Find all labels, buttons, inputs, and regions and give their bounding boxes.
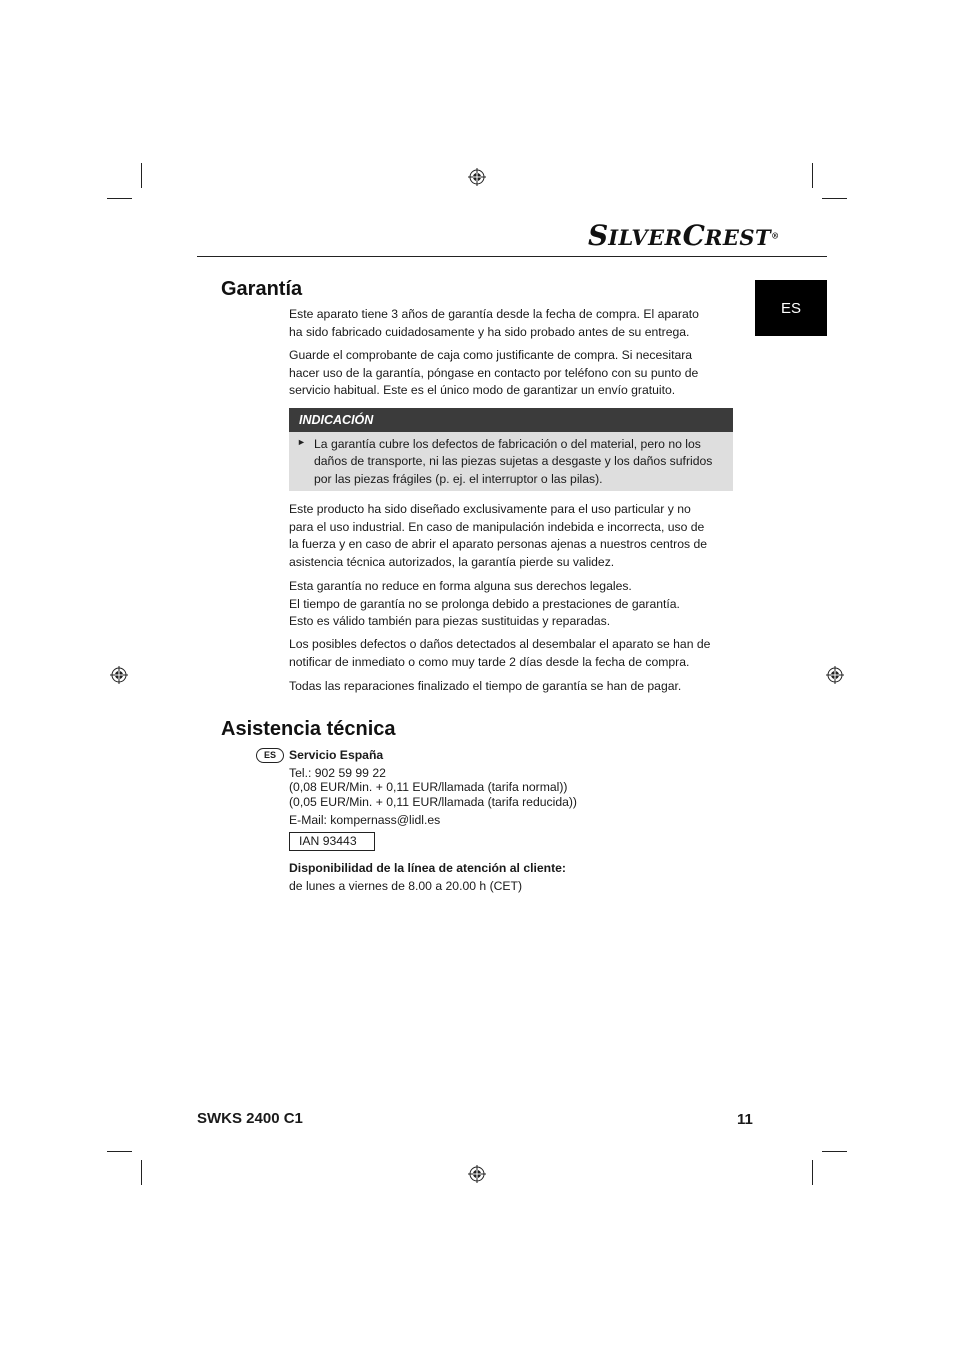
rate-normal: (0,08 EUR/Min. + 0,11 EUR/llamada (tarifa normal)) [289,780,568,794]
crop-mark [812,163,813,188]
availability-title: Disponibilidad de la línea de atención al cliente: [289,861,566,875]
warranty-paragraph-6: Todas las reparaciones finalizado el tiempo de garantía se han de pagar. [289,679,682,693]
note-text: La garantía cubre los defectos de fabricación o del material, pero no los daños de transporte, ni las piezas sujetas a desgaste y los daños sufridos por las piezas frágiles (p. ej. el interruptor o las pilas). [314,437,713,486]
availability-hours: de lunes a viernes de 8.00 a 20.00 h (CET) [289,879,523,893]
registration-mark-icon [468,168,486,186]
service-phone: Tel.: 902 59 99 22 [289,766,386,780]
crop-mark [141,163,142,188]
silvercrest-logo: SILVERCREST® [588,219,780,252]
warranty-title: Garantía [221,278,303,300]
crop-mark [107,198,132,199]
crop-mark [822,1151,847,1152]
note-box [289,432,733,491]
page-number: 11 [737,1111,753,1128]
registration-mark-icon [110,666,128,684]
arrow-bullet-icon: ► [297,437,306,447]
warranty-paragraph-5: Los posibles defectos o daños detectados al desembalar el aparato se han de notificar de inmediato o como muy tarde 2 días desde la fecha de compra. [289,637,711,669]
service-name: Servicio España [289,748,384,762]
language-tab: ES [755,280,827,336]
header-divider [197,256,827,257]
country-badge: ES [256,748,284,763]
warranty-paragraph-2: Guarde el comprobante de caja como justificante de compra. Si necesitara hacer uso de la garantía, póngase en contacto por teléfono con su punto de servicio habitual. Este es el único modo de garantizar un envío gratuito. [289,348,699,397]
crop-mark [107,1151,132,1152]
warranty-paragraph-3: Este producto ha sido diseñado exclusivamente para el uso particular y no para el uso industrial. En caso de manipulación indebida e incorrecta, uso de la fuerza y en caso de abrir el aparato personas ajenas a nuestros centros de asistencia técnica autorizados, la garantía pierde su validez. [289,502,708,569]
warranty-paragraph-4: Esta garantía no reduce en forma alguna sus derechos legales. El tiempo de garantía no se prolonga debido a prestaciones de garantía. Esto es válido también para piezas sustituidas y reparadas. [289,579,680,628]
warranty-paragraph-1: Este aparato tiene 3 años de garantía desde la fecha de compra. El aparato ha sido fabricado cuidadosamente y ha sido probado antes de su entrega. [289,307,699,339]
service-title: Asistencia técnica [221,718,396,740]
rate-reduced: (0,05 EUR/Min. + 0,11 EUR/llamada (tarifa reducida)) [289,795,577,809]
service-email: E-Mail: kompernass@lidl.es [289,813,441,827]
crop-mark [141,1160,142,1185]
registration-mark-icon [826,666,844,684]
note-header: INDICACIÓN [289,408,733,432]
ian-number: IAN 93443 [289,832,375,851]
registration-mark-icon [468,1165,486,1183]
crop-mark [822,198,847,199]
model-number: SWKS 2400 C1 [197,1110,303,1127]
crop-mark [812,1160,813,1185]
